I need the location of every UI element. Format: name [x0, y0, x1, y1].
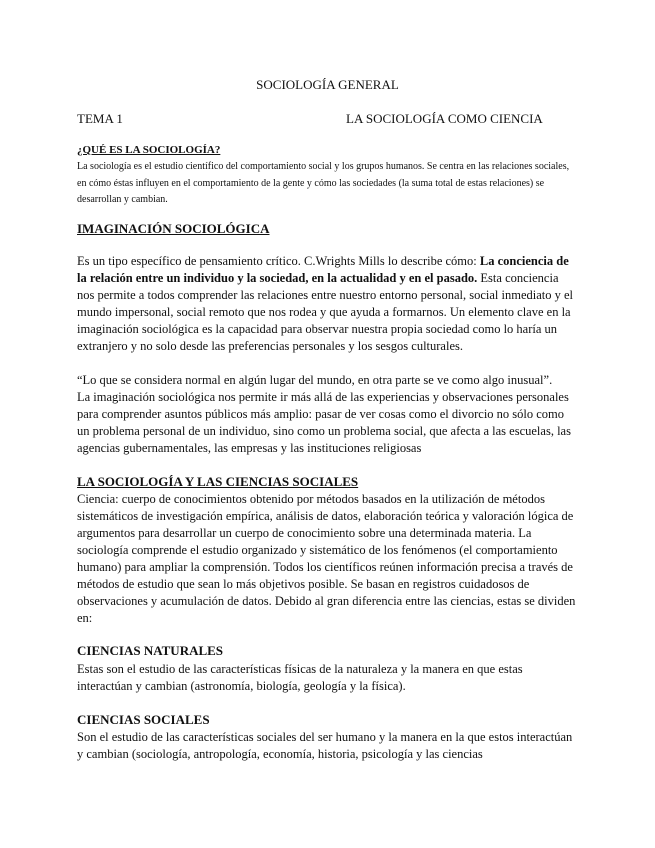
- sociales-heading: CIENCIAS SOCIALES: [77, 712, 210, 727]
- topic-number: TEMA 1: [77, 111, 123, 126]
- que-es-heading: ¿QUÉ ES LA SOCIOLOGÍA?: [77, 144, 221, 156]
- document-title: SOCIOLOGÍA GENERAL: [256, 77, 399, 92]
- ciencias-heading: LA SOCIOLOGÍA Y LAS CIENCIAS SOCIALES: [77, 474, 359, 489]
- topic-title: LA SOCIOLOGÍA COMO CIENCIA: [346, 111, 543, 126]
- sociales-paragraph: Son el estudio de las características sociales del ser humano y la manera en la que estos interactúan y cambian (sociología, antropología, economía, historia, psicología y las ciencias: [77, 730, 573, 761]
- imaginacion-paragraph-2: La imaginación sociológica nos permite ir más allá de las experiencias y observaciones personales para comprender asuntos públicos más amplio: pasar de ver cosas como el divorcio no sólo como un problema personal de un individuo, sino como un problema social, que afecta a las escuelas, las agencias gubernamentales, las empresas y las instituciones religiosas: [77, 390, 571, 455]
- imaginacion-definition: La conciencia de la relación entre un individuo y la sociedad, en la actualidad y en el pasado.: [77, 254, 569, 285]
- imaginacion-heading: IMAGINACIÓN SOCIOLÓGICA: [77, 221, 270, 236]
- imaginacion-quote: “Lo que se considera normal en algún lugar del mundo, en otra parte se ve como algo inusual”.: [77, 373, 553, 387]
- ciencias-paragraph: Ciencia: cuerpo de conocimientos obtenido por métodos basados en la utilización de métodos sistemáticos de investigación empírica, análisis de datos, elaboración teórica y valoración lógica de argumentos para desarrollar un cuerpo de conocimiento sobre una determinada materia. La sociología comprende el estudio organizado y sistemático de los fenómenos (el comportamiento humano) para ampliar la comprensión. Todos los científicos reúnen información precisa a través de métodos de estudio que sean lo más objetivos posible. Se basan en registros cuidadosos de observaciones y acumulación de datos. Debido al gran diferencia entre las ciencias, estas se dividen en:: [77, 492, 576, 625]
- imaginacion-text-rest: Esta conciencia nos permite a todos comprender las relaciones entre nuestro entorno personal, social inmediato y el mundo impersonal, social remoto que nos rodea y que ayuda a formarnos. Un elemento clave en la imaginación sociológica es la capacidad para observar nuestra propia sociedad como lo haría un extranjero y no solo desde las preferencias personales y los sesgos culturales.: [77, 271, 574, 353]
- naturales-heading: CIENCIAS NATURALES: [77, 643, 224, 658]
- que-es-paragraph: La sociología es el estudio científico del comportamiento social y los grupos humanos. Se centra en las relaciones sociales, en cómo éstas influyen en el comportamiento de la gente y cómo las sociedades (la suma total de estas relaciones) se desarrollan y cambian.: [77, 161, 570, 205]
- imaginacion-paragraph: [77, 253, 577, 355]
- naturales-paragraph: Estas son el estudio de las características físicas de la naturaleza y la manera en que estas interactúan y cambian (astronomía, biología, geología y la física).: [77, 662, 523, 693]
- imaginacion-text-intro: Es un tipo específico de pensamiento crítico. C.Wrights Mills lo describe cómo:: [77, 254, 480, 268]
